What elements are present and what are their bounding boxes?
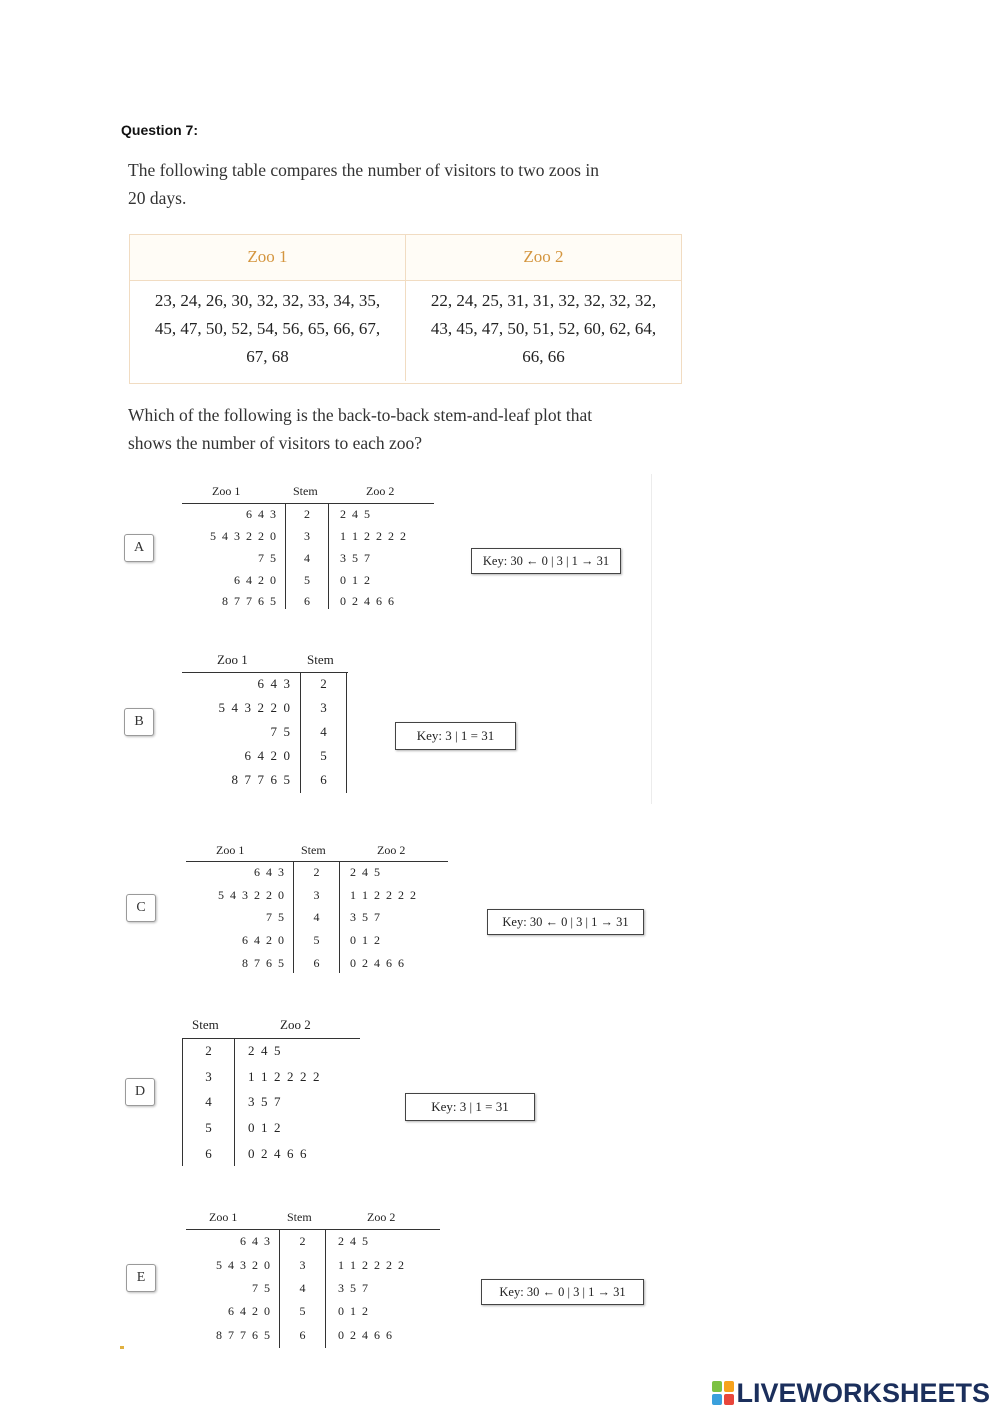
option-b-plot bbox=[180, 652, 355, 797]
option-a-button[interactable]: A bbox=[124, 534, 154, 562]
plot-right-divider bbox=[234, 1038, 235, 1166]
right-leaves-row: 3 5 7 bbox=[248, 1094, 281, 1109]
zoo1-line-3: 67, 68 bbox=[246, 347, 289, 366]
table-header-zoo1: Zoo 1 bbox=[130, 235, 405, 281]
option-d-button[interactable]: D bbox=[125, 1078, 155, 1106]
option-c-key: Key: 30 ← 0 | 3 | 1 → 31 bbox=[487, 909, 644, 935]
stem-value: 6 bbox=[304, 594, 310, 608]
left-leaves-row: 6 4 2 0 bbox=[242, 933, 284, 947]
zoo2-line-3: 66, 66 bbox=[522, 347, 565, 366]
option-c-plot bbox=[184, 843, 454, 975]
right-leaves-row: 2 4 5 bbox=[338, 1234, 368, 1248]
liveworksheets-logo-text: LIVEWORKSHEETS bbox=[736, 1377, 990, 1408]
liveworksheets-logo-icon bbox=[712, 1381, 734, 1405]
prompt-line-2: shows the number of visitors to each zoo? bbox=[128, 433, 423, 453]
option-e-plot bbox=[184, 1210, 446, 1350]
intro-line-2: 20 days. bbox=[128, 188, 187, 208]
plot-header-zoo2: Zoo 2 bbox=[367, 1210, 396, 1224]
option-a-key: Key: 30 ← 0 | 3 | 1 → 31 bbox=[471, 548, 621, 574]
plot-header-stem: Stem bbox=[287, 1210, 312, 1224]
left-leaves-row: 6 4 2 0 bbox=[228, 1304, 270, 1318]
stem-value: 2 bbox=[304, 507, 310, 521]
option-e-key: Key: 30 ← 0 | 3 | 1 → 31 bbox=[481, 1279, 644, 1305]
table-cell-zoo1 bbox=[130, 281, 405, 381]
right-leaves-row: 3 5 7 bbox=[340, 551, 370, 565]
left-leaves-row: 6 4 3 bbox=[254, 865, 284, 879]
left-leaves-row: 8 7 6 5 bbox=[242, 956, 284, 970]
stem-value: 5 bbox=[313, 933, 320, 947]
table-header-zoo2: Zoo 2 bbox=[406, 235, 681, 281]
right-leaves-row: 1 1 2 2 2 2 bbox=[248, 1069, 320, 1084]
stem-value: 3 bbox=[320, 700, 327, 715]
plot-right-divider bbox=[346, 672, 347, 793]
option-a-plot bbox=[180, 484, 440, 614]
stem-value: 2 bbox=[299, 1234, 306, 1248]
right-leaves-row: 0 2 4 6 6 bbox=[248, 1146, 307, 1161]
stem-value: 5 bbox=[205, 1120, 212, 1135]
liveworksheets-logo bbox=[712, 1378, 990, 1408]
left-leaves-row: 6 4 3 bbox=[246, 507, 276, 521]
right-leaves-row: 0 2 4 6 6 bbox=[338, 1328, 392, 1342]
left-leaves-row: 8 7 7 6 5 bbox=[222, 594, 276, 608]
zoo1-line-1: 23, 24, 26, 30, 32, 32, 33, 34, 35, bbox=[154, 291, 381, 310]
left-leaves-row: 8 7 7 6 5 bbox=[231, 772, 290, 787]
right-leaves-row: 0 1 2 bbox=[338, 1304, 368, 1318]
option-d-plot bbox=[182, 1017, 372, 1169]
corner-mark bbox=[120, 1346, 124, 1349]
left-leaves-row: 7 5 bbox=[258, 551, 276, 565]
column-divider bbox=[651, 474, 652, 804]
intro-line-1: The following table compares the number of visitors to two zoos in bbox=[128, 160, 599, 180]
question-title: Question 7: bbox=[121, 122, 199, 138]
right-leaves-row: 2 4 5 bbox=[340, 507, 370, 521]
plot-header-zoo2: Zoo 2 bbox=[366, 484, 395, 498]
stem-value: 5 bbox=[304, 573, 310, 587]
stem-value: 4 bbox=[205, 1094, 212, 1109]
stem-value: 3 bbox=[299, 1258, 306, 1272]
stem-value: 6 bbox=[320, 772, 327, 787]
plot-right-divider bbox=[339, 861, 340, 973]
stem-value: 6 bbox=[313, 956, 320, 970]
right-leaves-row: 0 1 2 bbox=[248, 1120, 281, 1135]
right-leaves-row: 0 1 2 bbox=[350, 933, 380, 947]
stem-value: 2 bbox=[205, 1043, 212, 1058]
left-leaves-row: 5 4 3 2 2 0 bbox=[210, 529, 276, 543]
prompt-line-1: Which of the following is the back-to-back stem-and-leaf plot that bbox=[128, 405, 593, 425]
plot-header-zoo1: Zoo 1 bbox=[209, 1210, 238, 1224]
option-e-button[interactable]: E bbox=[126, 1264, 156, 1292]
left-leaves-row: 7 5 bbox=[270, 724, 290, 739]
right-leaves-row: 0 2 4 6 6 bbox=[350, 956, 404, 970]
plot-header-zoo2: Zoo 2 bbox=[377, 843, 406, 857]
stem-value: 3 bbox=[304, 529, 310, 543]
plot-right-divider bbox=[328, 503, 329, 609]
right-leaves-row: 1 1 2 2 2 2 bbox=[338, 1258, 404, 1272]
right-leaves-row: 2 4 5 bbox=[248, 1043, 281, 1058]
stem-value: 3 bbox=[205, 1069, 212, 1084]
plot-header-zoo1: Zoo 1 bbox=[212, 484, 241, 498]
stem-value: 6 bbox=[299, 1328, 306, 1342]
stem-value: 4 bbox=[299, 1281, 306, 1295]
plot-header-stem: Stem bbox=[307, 652, 334, 667]
plot-header-stem: Stem bbox=[192, 1017, 219, 1032]
plot-header-zoo2: Zoo 2 bbox=[280, 1017, 311, 1032]
right-leaves-row: 1 1 2 2 2 2 bbox=[340, 529, 406, 543]
stem-value: 4 bbox=[320, 724, 327, 739]
stem-value: 5 bbox=[299, 1304, 306, 1318]
left-leaves-row: 6 4 3 bbox=[257, 676, 290, 691]
option-d-key: Key: 3 | 1 = 31 bbox=[405, 1093, 535, 1121]
visitor-data-table bbox=[129, 234, 682, 384]
right-leaves-row: 0 2 4 6 6 bbox=[340, 594, 394, 608]
option-c-button[interactable]: C bbox=[126, 894, 156, 922]
table-cell-zoo2 bbox=[406, 281, 681, 381]
option-b-key: Key: 3 | 1 = 31 bbox=[395, 722, 516, 750]
right-leaves-row: 3 5 7 bbox=[350, 910, 380, 924]
left-leaves-row: 7 5 bbox=[252, 1281, 270, 1295]
stem-value: 6 bbox=[205, 1146, 212, 1161]
left-leaves-row: 6 4 2 0 bbox=[244, 748, 290, 763]
stem-value: 4 bbox=[313, 910, 320, 924]
plot-header-stem: Stem bbox=[293, 484, 318, 498]
left-leaves-row: 6 4 2 0 bbox=[234, 573, 276, 587]
zoo2-line-1: 22, 24, 25, 31, 31, 32, 32, 32, 32, bbox=[430, 291, 657, 310]
question-prompt bbox=[128, 401, 592, 457]
stem-value: 2 bbox=[313, 865, 320, 879]
stem-value: 2 bbox=[320, 676, 327, 691]
left-leaves-row: 5 4 3 2 2 0 bbox=[218, 700, 290, 715]
question-intro bbox=[128, 156, 599, 212]
zoo1-line-2: 45, 47, 50, 52, 54, 56, 65, 66, 67, bbox=[154, 319, 381, 338]
plot-header-stem: Stem bbox=[301, 843, 326, 857]
left-leaves-row: 8 7 7 6 5 bbox=[216, 1328, 270, 1342]
stem-value: 4 bbox=[304, 551, 310, 565]
left-leaves-row: 7 5 bbox=[266, 910, 284, 924]
left-leaves-row: 5 4 3 2 2 0 bbox=[218, 888, 284, 902]
left-leaves-row: 5 4 3 2 0 bbox=[216, 1258, 270, 1272]
plot-header-zoo1: Zoo 1 bbox=[217, 652, 248, 667]
option-b-button[interactable]: B bbox=[124, 708, 154, 736]
stem-value: 3 bbox=[313, 888, 320, 902]
left-leaves-row: 6 4 3 bbox=[240, 1234, 270, 1248]
plot-header-zoo1: Zoo 1 bbox=[216, 843, 245, 857]
right-leaves-row: 0 1 2 bbox=[340, 573, 370, 587]
right-leaves-row: 1 1 2 2 2 2 bbox=[350, 888, 416, 902]
plot-right-divider bbox=[325, 1229, 326, 1348]
stem-value: 5 bbox=[320, 748, 327, 763]
zoo2-line-2: 43, 45, 47, 50, 51, 52, 60, 62, 64, bbox=[430, 319, 657, 338]
right-leaves-row: 3 5 7 bbox=[338, 1281, 368, 1295]
right-leaves-row: 2 4 5 bbox=[350, 865, 380, 879]
